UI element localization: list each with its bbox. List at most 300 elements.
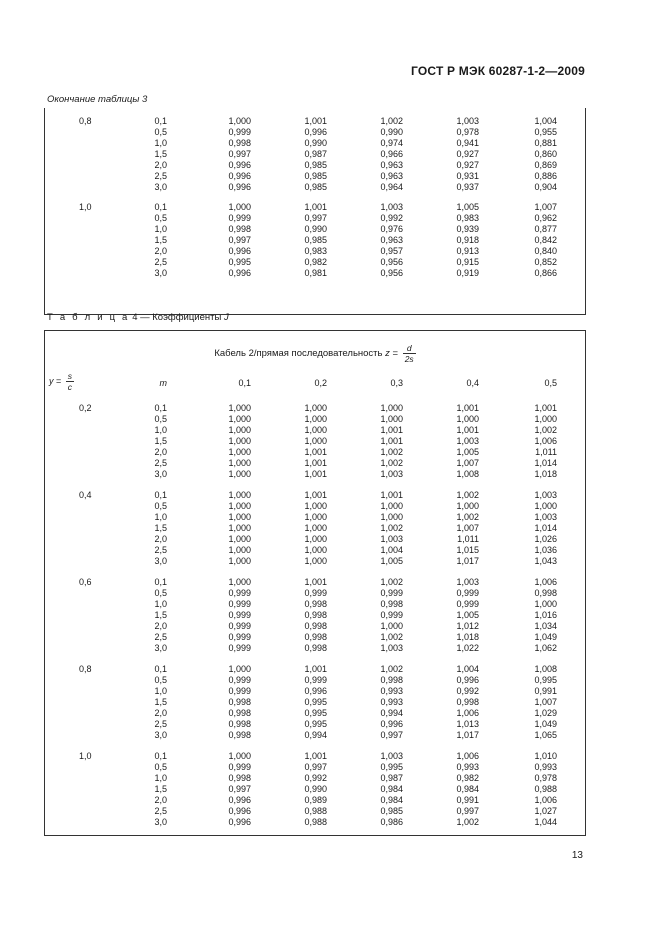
coefficient-cell: 1,014 — [534, 523, 557, 533]
m-value: 1,0 — [154, 224, 167, 234]
coefficient-cell: 1,000 — [534, 414, 557, 424]
y-symbol: y — [49, 375, 54, 386]
coefficient-cell: 0,998 — [228, 708, 251, 718]
m-value: 1,0 — [154, 773, 167, 783]
table-row — [45, 806, 585, 817]
coefficient-cell: 0,991 — [456, 795, 479, 805]
coefficient-cell: 0,999 — [304, 588, 327, 598]
coefficient-cell: 0,988 — [304, 817, 327, 827]
coefficient-cell: 1,000 — [456, 501, 479, 511]
table-row — [45, 116, 585, 127]
coefficient-cell: 1,000 — [304, 545, 327, 555]
coefficient-cell: 0,987 — [380, 773, 403, 783]
coefficient-cell: 1,002 — [380, 458, 403, 468]
coefficient-cell: 1,016 — [534, 610, 557, 620]
coefficient-cell: 1,007 — [456, 523, 479, 533]
table4-title-text: Кабель 2/прямая последовательность — [214, 348, 386, 360]
m-value: 1,5 — [154, 523, 167, 533]
coefficient-cell: 0,997 — [228, 235, 251, 245]
table-row — [45, 610, 585, 621]
table-row — [45, 730, 585, 741]
coefficient-cell: 0,996 — [304, 686, 327, 696]
coefficient-cell: 1,022 — [456, 643, 479, 653]
m-value: 2,0 — [154, 621, 167, 631]
coefficient-cell: 0,996 — [228, 246, 251, 256]
coefficient-cell: 0,998 — [304, 621, 327, 631]
coefficient-cell: 0,999 — [228, 213, 251, 223]
m-value: 1,0 — [154, 138, 167, 148]
m-value: 1,5 — [154, 610, 167, 620]
coefficient-cell: 0,996 — [228, 171, 251, 181]
coefficient-cell: 0,998 — [304, 610, 327, 620]
m-value: 3,0 — [154, 817, 167, 827]
m-value: 0,5 — [154, 588, 167, 598]
coefficient-cell: 1,007 — [534, 697, 557, 707]
table-row — [45, 224, 585, 235]
coefficient-cell: 1,005 — [456, 447, 479, 457]
coefficient-cell: 1,017 — [456, 730, 479, 740]
coefficient-cell: 0,840 — [534, 246, 557, 256]
m-value: 3,0 — [154, 182, 167, 192]
coefficient-cell: 0,941 — [456, 138, 479, 148]
coefficient-cell: 1,001 — [456, 403, 479, 413]
y-fraction — [66, 371, 74, 392]
coefficient-cell: 1,002 — [380, 577, 403, 587]
coefficient-cell: 1,036 — [534, 545, 557, 555]
coefficient-cell: 1,000 — [228, 436, 251, 446]
coefficient-cell: 1,001 — [304, 447, 327, 457]
coefficient-cell: 0,992 — [456, 686, 479, 696]
table4-caption-number: 4 — [132, 312, 138, 323]
coefficient-cell: 0,998 — [304, 599, 327, 609]
coefficient-cell: 0,999 — [228, 762, 251, 772]
coefficient-cell: 0,997 — [304, 213, 327, 223]
coefficient-cell: 1,001 — [534, 403, 557, 413]
coefficient-cell: 1,000 — [304, 534, 327, 544]
coefficient-cell: 1,002 — [456, 817, 479, 827]
m-value: 1,0 — [154, 686, 167, 696]
coefficient-cell: 0,985 — [380, 806, 403, 816]
coefficient-cell: 1,004 — [534, 116, 557, 126]
coefficient-cell: 0,997 — [380, 730, 403, 740]
coefficient-cell: 1,000 — [380, 403, 403, 413]
coefficient-cell: 1,001 — [304, 664, 327, 674]
coefficient-cell: 0,996 — [228, 160, 251, 170]
table-row — [45, 469, 585, 480]
table-row — [45, 127, 585, 138]
coefficient-cell: 0,999 — [304, 675, 327, 685]
table-row — [45, 171, 585, 182]
coefficient-cell: 1,018 — [456, 632, 479, 642]
coefficient-cell: 1,003 — [534, 512, 557, 522]
coefficient-cell: 1,002 — [380, 664, 403, 674]
table-row — [45, 403, 585, 414]
table3-box — [44, 108, 586, 315]
table-row — [45, 138, 585, 149]
m-value: 2,5 — [154, 719, 167, 729]
table-row — [45, 257, 585, 268]
table-row — [45, 523, 585, 534]
coefficient-cell: 1,000 — [304, 512, 327, 522]
coefficient-cell: 0,956 — [380, 257, 403, 267]
m-value: 3,0 — [154, 556, 167, 566]
z-header-3: 0,3 — [390, 378, 403, 388]
coefficient-cell: 0,997 — [228, 149, 251, 159]
coefficient-cell: 0,966 — [380, 149, 403, 159]
m-value: 2,0 — [154, 246, 167, 256]
table-row — [45, 773, 585, 784]
m-value: 0,5 — [154, 414, 167, 424]
coefficient-cell: 0,999 — [228, 599, 251, 609]
coefficient-cell: 0,996 — [304, 127, 327, 137]
coefficient-cell: 1,000 — [228, 447, 251, 457]
table-row — [45, 762, 585, 773]
table4-caption-prefix: Т а б л и ц а — [47, 312, 130, 323]
table4-title-var: z — [385, 348, 390, 360]
m-value: 2,5 — [154, 806, 167, 816]
m-value: 1,5 — [154, 436, 167, 446]
coefficient-cell: 0,985 — [304, 182, 327, 192]
coefficient-cell: 1,011 — [457, 534, 479, 544]
coefficient-cell: 1,003 — [380, 534, 403, 544]
coefficient-cell: 0,990 — [380, 127, 403, 137]
z-header-1: 0,1 — [238, 378, 251, 388]
m-value: 0,5 — [154, 127, 167, 137]
coefficient-cell: 1,000 — [228, 202, 251, 212]
coefficient-cell: 1,011 — [535, 447, 557, 457]
m-value: 1,5 — [154, 235, 167, 245]
y-value: 1,0 — [79, 751, 92, 761]
coefficient-cell: 1,000 — [228, 664, 251, 674]
table-row — [45, 643, 585, 654]
coefficient-cell: 0,996 — [228, 817, 251, 827]
coefficient-cell: 1,000 — [304, 414, 327, 424]
table-row — [45, 182, 585, 193]
coefficient-cell: 1,000 — [228, 534, 251, 544]
coefficient-cell: 0,993 — [380, 697, 403, 707]
y-value: 0,8 — [79, 664, 92, 674]
coefficient-cell: 1,001 — [304, 577, 327, 587]
coefficient-cell: 0,998 — [456, 697, 479, 707]
z-header-2: 0,2 — [314, 378, 327, 388]
y-eq: = — [53, 375, 64, 386]
coefficient-cell: 1,001 — [380, 425, 403, 435]
coefficient-cell: 1,018 — [534, 469, 557, 479]
coefficient-cell: 1,000 — [228, 458, 251, 468]
coefficient-cell: 0,998 — [228, 224, 251, 234]
coefficient-cell: 0,996 — [228, 268, 251, 278]
coefficient-cell: 1,004 — [456, 664, 479, 674]
coefficient-cell: 1,000 — [228, 414, 251, 424]
m-value: 1,5 — [154, 784, 167, 794]
m-value: 2,5 — [154, 545, 167, 555]
coefficient-cell: 0,931 — [456, 171, 479, 181]
coefficient-cell: 1,013 — [456, 719, 479, 729]
coefficient-cell: 0,990 — [304, 224, 327, 234]
table-row — [45, 501, 585, 512]
m-header: m — [159, 378, 167, 388]
coefficient-cell: 1,008 — [456, 469, 479, 479]
coefficient-cell: 1,000 — [228, 577, 251, 587]
table4-column-header — [45, 371, 585, 397]
coefficient-cell: 1,000 — [304, 403, 327, 413]
coefficient-cell: 0,956 — [380, 268, 403, 278]
y-value: 1,0 — [79, 202, 92, 212]
coefficient-cell: 1,001 — [456, 425, 479, 435]
coefficient-cell: 1,000 — [228, 116, 251, 126]
coefficient-cell: 1,003 — [380, 643, 403, 653]
coefficient-cell: 1,000 — [304, 523, 327, 533]
coefficient-cell: 0,984 — [380, 784, 403, 794]
table-row — [45, 490, 585, 501]
coefficient-cell: 1,000 — [228, 501, 251, 511]
m-value: 1,5 — [154, 697, 167, 707]
y-value: 0,2 — [79, 403, 92, 413]
coefficient-cell: 0,877 — [534, 224, 557, 234]
coefficient-cell: 1,029 — [534, 708, 557, 718]
coefficient-cell: 0,998 — [304, 632, 327, 642]
coefficient-cell: 1,002 — [534, 425, 557, 435]
table-row — [45, 246, 585, 257]
coefficient-cell: 0,957 — [380, 246, 403, 256]
table-row — [45, 577, 585, 588]
coefficient-cell: 0,993 — [456, 762, 479, 772]
coefficient-cell: 0,842 — [534, 235, 557, 245]
coefficient-cell: 0,985 — [304, 160, 327, 170]
coefficient-cell: 1,006 — [534, 436, 557, 446]
y-value: 0,4 — [79, 490, 92, 500]
table-row — [45, 425, 585, 436]
table-row — [45, 784, 585, 795]
document-code: ГОСТ Р МЭК 60287-1-2—2009 — [411, 64, 585, 78]
coefficient-cell: 1,000 — [380, 501, 403, 511]
coefficient-cell: 1,000 — [304, 436, 327, 446]
coefficient-cell: 0,996 — [380, 719, 403, 729]
coefficient-cell: 0,995 — [304, 719, 327, 729]
coefficient-cell: 1,003 — [380, 469, 403, 479]
coefficient-cell: 1,003 — [456, 577, 479, 587]
y-value: 0,6 — [79, 577, 92, 587]
coefficient-cell: 0,913 — [456, 246, 479, 256]
m-value: 3,0 — [154, 643, 167, 653]
coefficient-cell: 1,015 — [456, 545, 479, 555]
fraction-numerator: s — [67, 371, 73, 381]
coefficient-cell: 0,984 — [456, 784, 479, 794]
coefficient-cell: 1,000 — [228, 556, 251, 566]
coefficient-cell: 1,001 — [304, 751, 327, 761]
m-value: 0,1 — [154, 202, 167, 212]
coefficient-cell: 0,985 — [304, 171, 327, 181]
coefficient-cell: 1,000 — [228, 512, 251, 522]
m-value: 2,0 — [154, 160, 167, 170]
m-value: 1,0 — [154, 599, 167, 609]
coefficient-cell: 0,990 — [304, 784, 327, 794]
coefficient-cell: 0,939 — [456, 224, 479, 234]
coefficient-cell: 0,999 — [380, 588, 403, 598]
coefficient-cell: 1,049 — [534, 719, 557, 729]
coefficient-cell: 0,997 — [304, 762, 327, 772]
coefficient-cell: 1,002 — [380, 116, 403, 126]
table4-title — [45, 343, 585, 364]
coefficient-cell: 1,000 — [304, 425, 327, 435]
coefficient-cell: 0,998 — [380, 675, 403, 685]
m-value: 1,0 — [154, 425, 167, 435]
table-row — [45, 512, 585, 523]
m-value: 2,5 — [154, 458, 167, 468]
table-row — [45, 599, 585, 610]
coefficient-cell: 1,010 — [534, 751, 557, 761]
coefficient-cell: 1,002 — [456, 490, 479, 500]
coefficient-cell: 1,005 — [456, 202, 479, 212]
table-row — [45, 458, 585, 469]
coefficient-cell: 1,000 — [534, 501, 557, 511]
coefficient-cell: 0,962 — [534, 213, 557, 223]
table-row — [45, 719, 585, 730]
table-row — [45, 588, 585, 599]
coefficient-cell: 0,994 — [304, 730, 327, 740]
coefficient-cell: 0,991 — [534, 686, 557, 696]
coefficient-cell: 1,012 — [456, 621, 479, 631]
table-row — [45, 534, 585, 545]
coefficient-cell: 0,964 — [380, 182, 403, 192]
table-row — [45, 556, 585, 567]
m-value: 3,0 — [154, 469, 167, 479]
m-value: 0,5 — [154, 675, 167, 685]
coefficient-cell: 0,998 — [228, 697, 251, 707]
coefficient-cell: 0,995 — [304, 708, 327, 718]
coefficient-cell: 1,034 — [534, 621, 557, 631]
coefficient-cell: 1,003 — [456, 436, 479, 446]
z-header-5: 0,5 — [544, 378, 557, 388]
coefficient-cell: 1,006 — [534, 795, 557, 805]
coefficient-cell: 1,003 — [380, 202, 403, 212]
coefficient-cell: 0,976 — [380, 224, 403, 234]
m-value: 0,1 — [154, 403, 167, 413]
coefficient-cell: 1,026 — [534, 534, 557, 544]
coefficient-cell: 0,904 — [534, 182, 557, 192]
m-value: 0,1 — [154, 490, 167, 500]
coefficient-cell: 1,002 — [380, 523, 403, 533]
coefficient-cell: 1,000 — [534, 599, 557, 609]
table-row — [45, 414, 585, 425]
m-value: 2,0 — [154, 795, 167, 805]
coefficient-cell: 0,915 — [456, 257, 479, 267]
table-row — [45, 686, 585, 697]
coefficient-cell: 0,999 — [228, 127, 251, 137]
coefficient-cell: 0,987 — [304, 149, 327, 159]
coefficient-cell: 1,001 — [304, 116, 327, 126]
coefficient-cell: 1,000 — [380, 414, 403, 424]
table4-caption-dash: — Коэффициенты — [137, 312, 224, 323]
table-row — [45, 545, 585, 556]
coefficient-cell: 0,999 — [228, 632, 251, 642]
coefficient-cell: 1,014 — [534, 458, 557, 468]
coefficient-cell: 0,998 — [228, 773, 251, 783]
table-row — [45, 160, 585, 171]
table-row — [45, 149, 585, 160]
coefficient-cell: 0,993 — [534, 762, 557, 772]
coefficient-cell: 1,001 — [380, 436, 403, 446]
coefficient-cell: 1,003 — [456, 116, 479, 126]
coefficient-cell: 0,997 — [456, 806, 479, 816]
coefficient-cell: 0,999 — [456, 599, 479, 609]
m-value: 3,0 — [154, 268, 167, 278]
coefficient-cell: 1,001 — [304, 458, 327, 468]
coefficient-cell: 0,978 — [534, 773, 557, 783]
table-row — [45, 751, 585, 762]
m-value: 1,5 — [154, 149, 167, 159]
coefficient-cell: 0,985 — [304, 235, 327, 245]
m-value: 2,5 — [154, 171, 167, 181]
m-value: 2,0 — [154, 447, 167, 457]
table4-caption — [47, 312, 229, 323]
coefficient-cell: 0,869 — [534, 160, 557, 170]
coefficient-cell: 0,974 — [380, 138, 403, 148]
coefficient-cell: 0,994 — [380, 708, 403, 718]
coefficient-cell: 0,999 — [228, 588, 251, 598]
coefficient-cell: 0,881 — [534, 138, 557, 148]
coefficient-cell: 0,983 — [456, 213, 479, 223]
fraction-numerator: d — [403, 343, 416, 354]
coefficient-cell: 0,996 — [228, 806, 251, 816]
table-row — [45, 447, 585, 458]
fraction-denominator: 2s — [404, 354, 414, 364]
coefficient-cell: 1,000 — [228, 425, 251, 435]
m-value: 2,5 — [154, 632, 167, 642]
coefficient-cell: 0,995 — [304, 697, 327, 707]
coefficient-cell: 1,000 — [228, 523, 251, 533]
page-number: 13 — [571, 850, 583, 861]
coefficient-cell: 0,998 — [380, 599, 403, 609]
m-value: 0,5 — [154, 213, 167, 223]
table-row — [45, 697, 585, 708]
coefficient-cell: 1,000 — [380, 512, 403, 522]
coefficient-cell: 0,955 — [534, 127, 557, 137]
coefficient-cell: 1,005 — [456, 610, 479, 620]
m-value: 0,1 — [154, 751, 167, 761]
coefficient-cell: 0,996 — [228, 182, 251, 192]
coefficient-cell: 1,000 — [228, 403, 251, 413]
coefficient-cell: 0,999 — [228, 621, 251, 631]
coefficient-cell: 0,998 — [534, 588, 557, 598]
y-value: 0,8 — [79, 116, 92, 126]
table-row — [45, 632, 585, 643]
table-row — [45, 664, 585, 675]
coefficient-cell: 1,003 — [534, 490, 557, 500]
coefficient-cell: 1,001 — [304, 202, 327, 212]
table-row — [45, 621, 585, 632]
coefficient-cell: 1,000 — [228, 545, 251, 555]
coefficient-cell: 0,988 — [534, 784, 557, 794]
coefficient-cell: 0,963 — [380, 235, 403, 245]
coefficient-cell: 0,927 — [456, 149, 479, 159]
coefficient-cell: 1,043 — [534, 556, 557, 566]
coefficient-cell: 0,998 — [228, 730, 251, 740]
coefficient-cell: 0,992 — [304, 773, 327, 783]
z-header-4: 0,4 — [466, 378, 479, 388]
coefficient-cell: 0,999 — [228, 686, 251, 696]
coefficient-cell: 1,065 — [534, 730, 557, 740]
m-value: 0,5 — [154, 762, 167, 772]
coefficient-cell: 1,000 — [380, 621, 403, 631]
m-value: 0,5 — [154, 501, 167, 511]
coefficient-cell: 1,002 — [456, 512, 479, 522]
m-value: 3,0 — [154, 730, 167, 740]
coefficient-cell: 1,001 — [380, 490, 403, 500]
table-row — [45, 708, 585, 719]
coefficient-cell: 0,996 — [456, 675, 479, 685]
coefficient-cell: 0,963 — [380, 160, 403, 170]
